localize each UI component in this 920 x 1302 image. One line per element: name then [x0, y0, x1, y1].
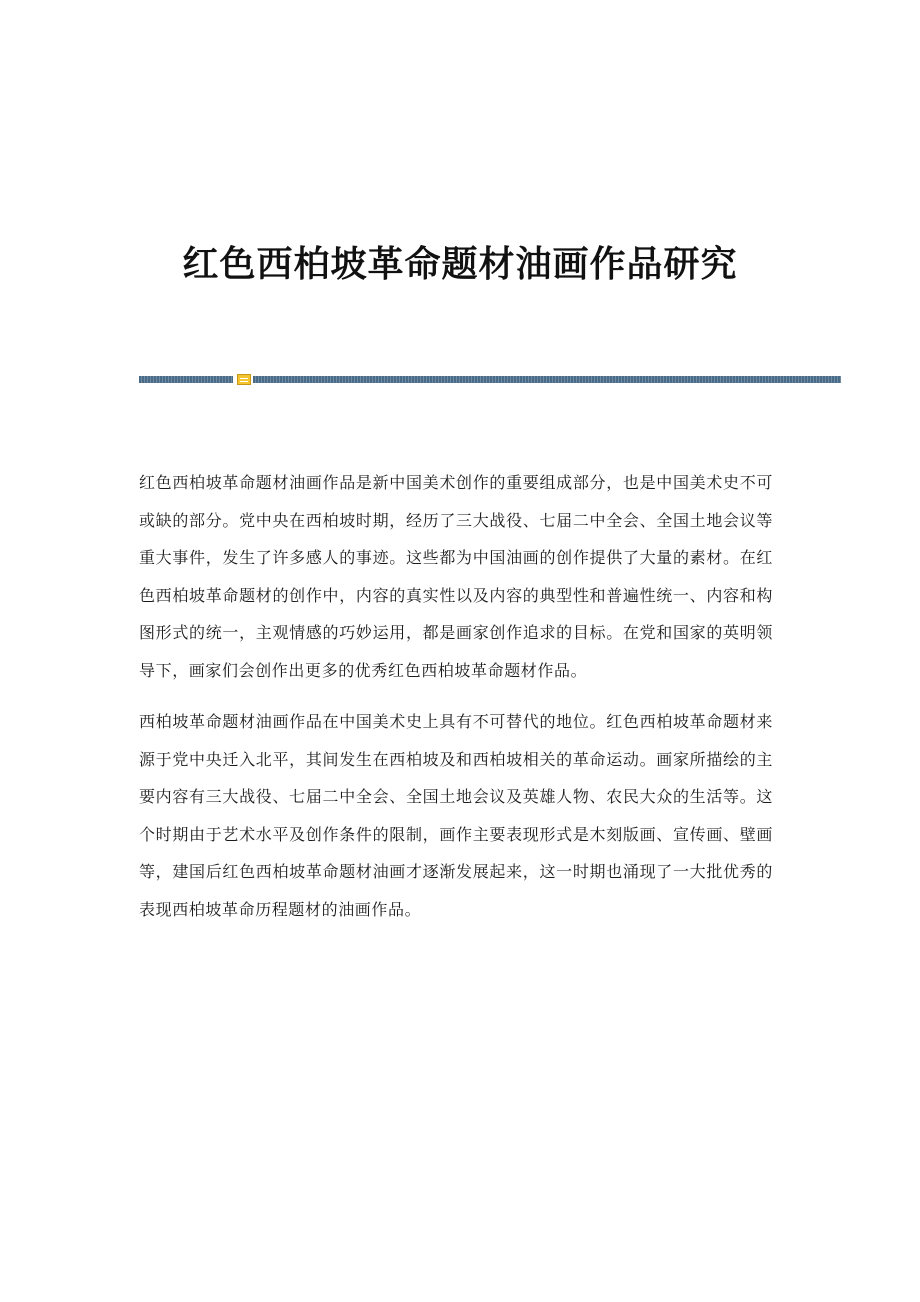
paragraph-1: 红色西柏坡革命题材油画作品是新中国美术创作的重要组成部分，也是中国美术史不可或缺的部分。党中央在西柏坡时期，经历了三大战役、七届二中全会、全国土地会议等重大事件，发生了许多感人的事迹。这些都为中国油画的创作提供了大量的素材。在红色西柏坡革命题材的创作中，内容的真实性以及内容的典型性和普遍性统一、内容和构图形式的统一，主观情感的巧妙运用，都是画家创作追求的目标。在党和国家的英明领导下，画家们会创作出更多的优秀红色西柏坡革命题材作品。 — [139, 473, 773, 680]
divider-bar-left — [139, 376, 233, 383]
title-divider — [139, 374, 841, 386]
divider-ornament-icon — [237, 374, 251, 385]
page-title: 红色西柏坡革命题材油画作品研究 — [182, 243, 738, 286]
body-text — [139, 464, 773, 942]
divider-bar-right — [253, 376, 841, 383]
paragraph-2: 西柏坡革命题材油画作品在中国美术史上具有不可替代的地位。红色西柏坡革命题材来源于党中央迁入北平，其间发生在西柏坡及和西柏坡相关的革命运动。画家所描绘的主要内容有三大战役、七届二中全会、全国土地会议及英雄人物、农民大众的生活等。这个时期由于艺术水平及创作条件的限制，画作主要表现形式是木刻版画、宣传画、壁画等，建国后红色西柏坡革命题材油画才逐渐发展起来，这一时期也涌现了一大批优秀的表现西柏坡革命历程题材的油画作品。 — [139, 712, 773, 919]
